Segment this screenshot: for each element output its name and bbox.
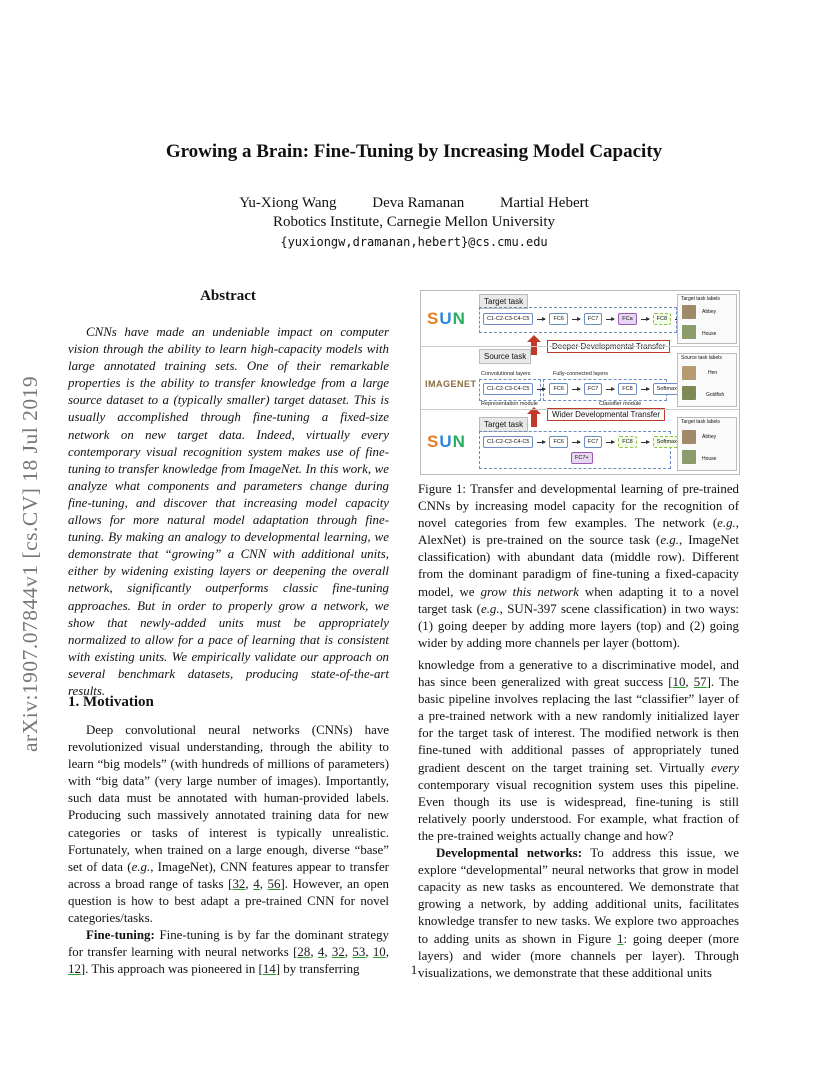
- paragraph-lead: Fine-tuning:: [86, 928, 155, 943]
- author-2: Deva Ramanan: [372, 195, 465, 211]
- abbey-thumbnail: [682, 305, 696, 319]
- citation-link[interactable]: 4: [317, 945, 325, 960]
- source-labels-box: Source task labels Hen Goldfish: [677, 353, 737, 407]
- author-list: [0, 195, 828, 212]
- citation-link[interactable]: 32: [232, 876, 246, 891]
- section-heading-motivation: 1. Motivation: [68, 694, 154, 710]
- house-thumbnail: [682, 325, 696, 339]
- citation-link[interactable]: 56: [267, 876, 281, 891]
- goldfish-thumbnail: [682, 386, 696, 400]
- target-task-label: Target task: [479, 417, 528, 432]
- classifier-module-label: Classifier module: [599, 401, 642, 407]
- right-paragraph-2: Developmental networks: To address this issue, we explore “developmental” neural networks that grow in model capacity as new tasks as encountered. We demonstrate that growing a network, by adding additional units, facilitates knowledge transfer to new tasks. We explore two approaches to adding units as shown in Figure 1: going deeper (more layers) and wider (more channels per layer). Through visualizations, we demonstrate that these additional units: [418, 846, 739, 980]
- network-mid: [483, 383, 681, 395]
- node-fc8: FC8: [653, 313, 671, 325]
- page-number: 1: [410, 962, 418, 977]
- node-softmax: Softmax: [653, 383, 681, 395]
- network-bottom: [483, 436, 681, 448]
- motivation-text: [68, 722, 389, 978]
- citation-link[interactable]: 4: [253, 876, 260, 891]
- node-fca: FCa: [618, 313, 636, 325]
- node-fc6: FC6: [549, 313, 567, 325]
- sun-logo: SUN: [427, 309, 466, 328]
- deeper-arrow-icon: [531, 341, 537, 355]
- node-fc7-plus: FC7+: [571, 452, 593, 464]
- author-3: Martial Hebert: [500, 195, 589, 211]
- node-fc7: FC7: [584, 313, 602, 325]
- arxiv-stamp-text: arXiv:1907.07844v1 [cs.CV] 18 Jul 2019: [18, 375, 42, 752]
- node-conv: C1-C2-C3-C4-C5: [483, 436, 533, 448]
- node-conv: C1-C2-C3-C4-C5: [483, 383, 533, 395]
- row-divider: [421, 409, 739, 410]
- repr-module-label: Representation module: [481, 401, 538, 407]
- figure-1: [420, 290, 740, 475]
- node-fc6: FC6: [549, 383, 567, 395]
- caption-text: Figure 1: Transfer and developmental learning of pre-trained CNNs by increasing model capacity for the recognition of novel categories from few examples. The network (e.g., AlexNet) is pre-trained on the source task (e.g., ImageNet classification) with abundant data (middle row). Different from the dominant paradigm of fine-tuning a fixed-capacity model, we grow this network when adapting it to a novel target task (e.g., SUN-397 scene classification) in two ways: (1) going deeper by adding more layers (top) and (2) going wider by adding more channels per layer (bottom).: [418, 482, 740, 650]
- citation-link[interactable]: 57: [693, 675, 707, 690]
- node-softmax: Softmax: [653, 436, 681, 448]
- row-divider: [421, 346, 739, 347]
- node-fc8: FC8: [618, 383, 636, 395]
- fc-layers-label: Fully-connected layers: [553, 371, 609, 377]
- abstract-text: [68, 324, 389, 700]
- citation-link[interactable]: 10: [672, 675, 686, 690]
- citation-link[interactable]: 53: [352, 945, 366, 960]
- figure-link[interactable]: 1: [617, 931, 624, 946]
- motivation-paragraph-2: Fine-tuning: Fine-tuning is by far the dominant strategy for transfer learning with neural networks [28, 4, 32, 53, 10, 12]. This approach was pioneered in [14] by transferring: [68, 928, 389, 977]
- conv-layers-label: Convolutional layers: [481, 371, 531, 377]
- node-conv: C1-C2-C3-C4-C5: [483, 313, 533, 325]
- target-task-label: Target task: [479, 294, 528, 309]
- right-column-text: [418, 657, 739, 982]
- motivation-paragraph-1: Deep convolutional neural networks (CNNs) have revolutionized visual understanding, through the ability to learn “big models” (with hundreds of millions of parameters) with “big data” (very large number of images). Importantly, such data must be annotated with human-provided labels. Producing such massively annotated training data for new categories or tasks of interest is typically unrealistic. Fortunately, when trained on a large enough, diverse “base” set of data (e.g., ImageNet), CNN features appear to transfer across a broad range of tasks [32, 4, 56]. However, an open question is how to best adapt a pre-trained CNN for novel categories/tasks.: [68, 723, 390, 926]
- node-fc7: FC7: [584, 436, 602, 448]
- node-fc6: FC6: [549, 436, 567, 448]
- wider-arrow-icon: [531, 413, 537, 427]
- source-task-label: Source task: [479, 349, 531, 364]
- citation-link[interactable]: 10: [372, 945, 386, 960]
- house-thumbnail: [682, 450, 696, 464]
- node-fc7: FC7: [584, 383, 602, 395]
- paragraph-lead: Developmental networks:: [436, 846, 582, 861]
- figure-1-caption: [418, 481, 739, 652]
- imagenet-logo: IMAGENET: [425, 379, 477, 389]
- paper-title: Growing a Brain: Fine-Tuning by Increasing Model Capacity: [165, 141, 663, 162]
- author-1: Yu-Xiong Wang: [239, 195, 337, 211]
- citation-link[interactable]: 12: [68, 962, 81, 977]
- affiliation: Robotics Institute, Carnegie Mellon University: [272, 214, 556, 230]
- abstract-paragraph: CNNs have made an undeniable impact on computer vision through the ability to learn high-capacity models with large annotated training sets. One of their remarkable properties is the ability to transfer knowledge from a large source dataset to a (typically smaller) target dataset. This is usually accomplished through fine-tuning a fixed-size network on new target data. Indeed, virtually every contemporary visual recognition system makes use of fine-tuning to transfer knowledge from ImageNet. In this work, we analyze what components and parameters change during fine-tuning, and discover that increasing model capacity allows for more natural model adaptation through fine-tuning. By making an analogy to developmental learning, we demonstrate that “growing” a CNN with additional units, either by widening existing layers or deepening the overall network, significantly outperforms classic fine-tuning approaches. But in order to properly grow a network, we show that newly-added units must be appropriately normalized to allow for a pace of learning that is consistent with existing units. We empirically validate our approach on several benchmark datasets, producing state-of-the-art results.: [68, 325, 389, 698]
- target-labels-box-top: Target task labels Abbey House: [677, 294, 737, 344]
- citation-link[interactable]: 28: [297, 945, 311, 960]
- wider-transfer-label: Wider Developmental Transfer: [547, 408, 665, 421]
- citation-link[interactable]: 14: [262, 962, 276, 977]
- email: {yuxiongw,dramanan,hebert}@cs.cmu.edu: [280, 235, 548, 249]
- citation-link[interactable]: 32: [331, 945, 345, 960]
- sun-logo: SUN: [427, 432, 466, 451]
- arxiv-stamp: [12, 292, 42, 752]
- abstract-heading: Abstract: [200, 288, 256, 304]
- right-paragraph-1: knowledge from a generative to a discriminative model, and has since been generalized with great success [10, 57]. The basic pipeline involves replacing the last “classifier” layer of a pre-trained network with a new randomly initialized layer for the target task of interest. The modified network is then fine-tuned with additional passes of appropriately tuned gradient descent on the target training set. Virtually every contemporary visual recognition system uses this pipeline. Even though its use is widespread, fine-tuning is still relatively poorly understood. For example, what fraction of the pre-trained weights actually change and how?: [418, 658, 740, 843]
- hen-thumbnail: [682, 366, 696, 380]
- node-fc8: FC8: [618, 436, 636, 448]
- abbey-thumbnail: [682, 430, 696, 444]
- target-labels-box-bottom: Target task labels Abbey House: [677, 417, 737, 471]
